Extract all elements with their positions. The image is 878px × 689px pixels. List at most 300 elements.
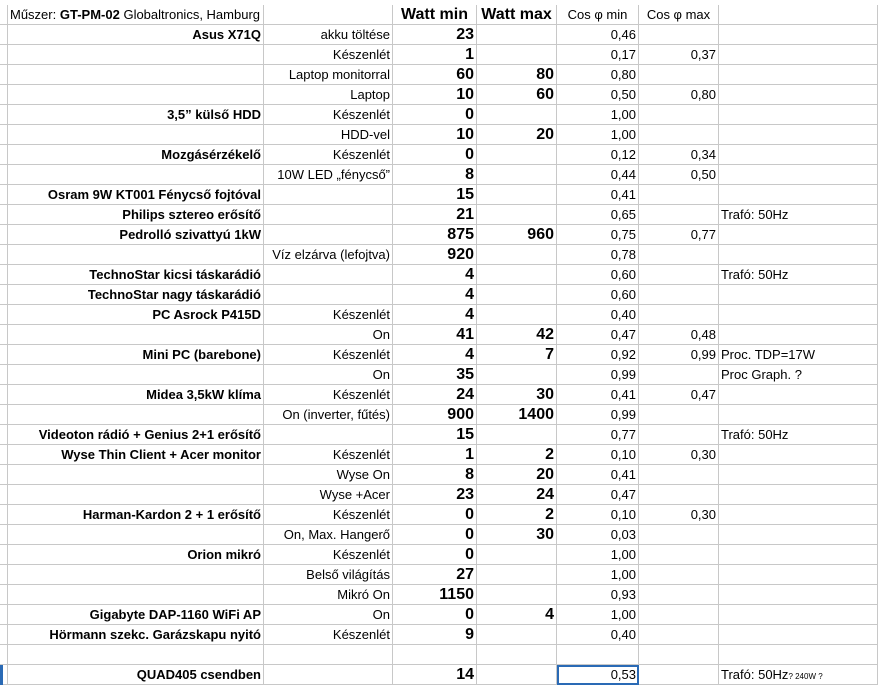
- mode-cell[interactable]: [264, 205, 393, 225]
- note-cell[interactable]: [719, 565, 878, 585]
- table-row: [0, 65, 878, 85]
- watt-min-cell-text: 41: [456, 326, 474, 343]
- watt-min-cell[interactable]: [393, 165, 477, 185]
- cos-max-cell[interactable]: [639, 645, 719, 665]
- device-cell[interactable]: [8, 505, 264, 525]
- table-row: [0, 265, 878, 285]
- mode-cell[interactable]: [264, 525, 393, 545]
- cos-min-cell[interactable]: [557, 605, 639, 625]
- cos-min-cell[interactable]: [557, 625, 639, 645]
- cos-min-cell-text: 0,47: [610, 327, 636, 342]
- cos-min-cell[interactable]: [557, 45, 639, 65]
- cos-min-cell[interactable]: [557, 165, 639, 185]
- cos-min-cell[interactable]: [557, 405, 639, 425]
- watt-max-cell[interactable]: [477, 565, 557, 585]
- device-cell[interactable]: [8, 265, 264, 285]
- watt-min-cell[interactable]: [393, 365, 477, 385]
- cell[interactable]: [0, 205, 8, 225]
- cell[interactable]: [0, 405, 8, 425]
- mode-cell[interactable]: [264, 665, 393, 685]
- cos-max-cell[interactable]: [639, 105, 719, 125]
- device-cell[interactable]: [8, 185, 264, 205]
- cos-min-cell[interactable]: [557, 585, 639, 605]
- mode-cell[interactable]: [264, 305, 393, 325]
- cell[interactable]: [0, 385, 8, 405]
- cos-max-cell[interactable]: [639, 525, 719, 545]
- watt-max-cell[interactable]: [477, 45, 557, 65]
- watt-max-cell[interactable]: [477, 145, 557, 165]
- cell[interactable]: [0, 445, 8, 465]
- cos-max-cell[interactable]: [639, 225, 719, 245]
- cell[interactable]: [0, 165, 8, 185]
- note-cell[interactable]: [719, 605, 878, 625]
- cos-max-cell[interactable]: [639, 265, 719, 285]
- device-cell[interactable]: [8, 365, 264, 385]
- cos-min-cell[interactable]: [557, 25, 639, 45]
- mode-cell[interactable]: [264, 105, 393, 125]
- cos-max-cell[interactable]: [639, 25, 719, 45]
- watt-max-cell[interactable]: [477, 125, 557, 145]
- device-cell-text: Hörmann szekc. Garázskapu nyitó: [49, 627, 261, 642]
- watt-min-cell-text: 24: [456, 386, 474, 403]
- watt-max-cell[interactable]: [477, 165, 557, 185]
- cos-max-cell[interactable]: [639, 405, 719, 425]
- watt-max-cell[interactable]: [477, 545, 557, 565]
- cos-min-cell[interactable]: [557, 525, 639, 545]
- mode-cell[interactable]: [264, 265, 393, 285]
- watt-min-cell[interactable]: [393, 145, 477, 165]
- watt-max-cell[interactable]: [477, 445, 557, 465]
- header-cos-max[interactable]: Cos φ max: [639, 5, 719, 25]
- watt-min-cell[interactable]: [393, 585, 477, 605]
- note-cell[interactable]: [719, 105, 878, 125]
- watt-max-cell[interactable]: [477, 645, 557, 665]
- cos-min-cell[interactable]: [557, 205, 639, 225]
- watt-min-cell[interactable]: [393, 105, 477, 125]
- cell[interactable]: [0, 545, 8, 565]
- note-cell[interactable]: [719, 365, 878, 385]
- cos-max-cell[interactable]: [639, 445, 719, 465]
- watt-min-cell[interactable]: [393, 125, 477, 145]
- watt-min-cell[interactable]: [393, 605, 477, 625]
- note-cell[interactable]: [719, 245, 878, 265]
- mode-cell[interactable]: [264, 325, 393, 345]
- cell[interactable]: [0, 65, 8, 85]
- cos-min-cell-text: 0,99: [610, 367, 636, 382]
- device-cell[interactable]: [8, 325, 264, 345]
- note-cell[interactable]: [719, 25, 878, 45]
- cos-max-cell[interactable]: [639, 385, 719, 405]
- watt-max-cell[interactable]: [477, 425, 557, 445]
- cell[interactable]: [0, 5, 8, 25]
- cell[interactable]: [264, 5, 393, 25]
- note-cell[interactable]: [719, 645, 878, 665]
- watt-min-cell[interactable]: [393, 245, 477, 265]
- watt-max-cell[interactable]: [477, 345, 557, 365]
- mode-cell[interactable]: [264, 245, 393, 265]
- note-cell[interactable]: [719, 625, 878, 645]
- device-cell[interactable]: [8, 525, 264, 545]
- device-cell[interactable]: [8, 545, 264, 565]
- cos-max-cell[interactable]: [639, 545, 719, 565]
- note-cell[interactable]: [719, 305, 878, 325]
- note-cell[interactable]: [719, 325, 878, 345]
- cell[interactable]: [0, 265, 8, 285]
- cos-max-cell[interactable]: [639, 125, 719, 145]
- cos-min-cell-text: 0,40: [610, 307, 636, 322]
- cos-max-cell[interactable]: [639, 625, 719, 645]
- watt-max-cell[interactable]: [477, 405, 557, 425]
- cell[interactable]: [0, 505, 8, 525]
- watt-min-cell[interactable]: [393, 425, 477, 445]
- mode-cell-text: Készenlét: [332, 147, 390, 162]
- watt-max-cell[interactable]: [477, 205, 557, 225]
- watt-max-cell[interactable]: [477, 185, 557, 205]
- cos-min-cell[interactable]: [557, 225, 639, 245]
- header-cos-min[interactable]: Cos φ min: [557, 5, 639, 25]
- mode-cell[interactable]: [264, 125, 393, 145]
- cos-min-cell-text: 0,65: [610, 207, 636, 222]
- watt-min-cell[interactable]: [393, 185, 477, 205]
- watt-min-cell[interactable]: [393, 25, 477, 45]
- cos-max-cell[interactable]: [639, 665, 719, 685]
- cos-max-cell[interactable]: [639, 85, 719, 105]
- cell[interactable]: [0, 225, 8, 245]
- device-cell[interactable]: [8, 165, 264, 185]
- watt-min-cell[interactable]: [393, 305, 477, 325]
- watt-max-cell[interactable]: [477, 225, 557, 245]
- cos-min-cell[interactable]: [557, 465, 639, 485]
- cos-min-cell[interactable]: [557, 105, 639, 125]
- watt-max-cell[interactable]: [477, 505, 557, 525]
- cos-min-cell[interactable]: [557, 365, 639, 385]
- device-cell[interactable]: [8, 225, 264, 245]
- watt-min-cell[interactable]: [393, 445, 477, 465]
- device-cell[interactable]: [8, 45, 264, 65]
- watt-min-cell[interactable]: [393, 65, 477, 85]
- note-cell[interactable]: [719, 665, 878, 685]
- cos-max-cell[interactable]: [639, 45, 719, 65]
- mode-cell[interactable]: [264, 645, 393, 665]
- note-cell[interactable]: [719, 405, 878, 425]
- instrument-cell[interactable]: [8, 5, 264, 25]
- cos-min-cell[interactable]: [557, 65, 639, 85]
- cos-min-cell[interactable]: [557, 325, 639, 345]
- device-cell[interactable]: [8, 465, 264, 485]
- cos-min-cell[interactable]: [557, 285, 639, 305]
- watt-min-cell[interactable]: [393, 645, 477, 665]
- watt-max-cell-text: 24: [536, 486, 554, 503]
- watt-min-cell[interactable]: [393, 85, 477, 105]
- device-cell[interactable]: [8, 145, 264, 165]
- cos-max-cell[interactable]: [639, 605, 719, 625]
- cos-max-cell[interactable]: [639, 345, 719, 365]
- mode-cell[interactable]: [264, 545, 393, 565]
- mode-cell[interactable]: [264, 285, 393, 305]
- watt-max-cell[interactable]: [477, 105, 557, 125]
- mode-cell[interactable]: [264, 425, 393, 445]
- watt-min-cell-text: 10: [456, 86, 474, 103]
- cos-min-cell-text: 1,00: [610, 547, 636, 562]
- device-cell[interactable]: [8, 445, 264, 465]
- watt-max-cell[interactable]: [477, 245, 557, 265]
- watt-max-cell[interactable]: [477, 485, 557, 505]
- cos-min-cell-text: 1,00: [610, 607, 636, 622]
- note-cell[interactable]: [719, 225, 878, 245]
- cell[interactable]: [0, 185, 8, 205]
- watt-max-cell[interactable]: [477, 305, 557, 325]
- mode-cell[interactable]: [264, 585, 393, 605]
- active-row-marker: [0, 665, 3, 685]
- watt-max-cell[interactable]: [477, 365, 557, 385]
- mode-cell-text: Laptop: [350, 87, 390, 102]
- note-cell[interactable]: [719, 525, 878, 545]
- watt-min-cell[interactable]: [393, 225, 477, 245]
- device-cell[interactable]: [8, 345, 264, 365]
- watt-min-cell[interactable]: [393, 405, 477, 425]
- mode-cell[interactable]: [264, 185, 393, 205]
- cos-max-cell[interactable]: [639, 305, 719, 325]
- watt-min-cell[interactable]: [393, 205, 477, 225]
- watt-max-cell[interactable]: [477, 465, 557, 485]
- device-cell[interactable]: [8, 585, 264, 605]
- device-cell[interactable]: [8, 125, 264, 145]
- note-cell[interactable]: [719, 265, 878, 285]
- note-cell[interactable]: [719, 585, 878, 605]
- note-cell[interactable]: [719, 385, 878, 405]
- cell[interactable]: [0, 325, 8, 345]
- cell[interactable]: [0, 25, 8, 45]
- cos-max-cell[interactable]: [639, 185, 719, 205]
- device-cell[interactable]: [8, 625, 264, 645]
- cell[interactable]: [0, 85, 8, 105]
- cell[interactable]: [0, 525, 8, 545]
- cell[interactable]: [0, 345, 8, 365]
- cos-max-cell[interactable]: [639, 505, 719, 525]
- watt-max-cell[interactable]: [477, 605, 557, 625]
- device-cell[interactable]: [8, 385, 264, 405]
- cos-max-cell[interactable]: [639, 325, 719, 345]
- watt-min-cell-text: 8: [465, 166, 474, 183]
- note-cell[interactable]: [719, 145, 878, 165]
- cos-min-cell[interactable]: [557, 245, 639, 265]
- device-cell[interactable]: [8, 305, 264, 325]
- cell[interactable]: [0, 465, 8, 485]
- note-cell[interactable]: [719, 205, 878, 225]
- note-cell[interactable]: [719, 545, 878, 565]
- device-cell[interactable]: [8, 425, 264, 445]
- watt-min-cell[interactable]: [393, 385, 477, 405]
- mode-cell[interactable]: [264, 505, 393, 525]
- device-cell[interactable]: [8, 605, 264, 625]
- cos-max-cell[interactable]: [639, 465, 719, 485]
- device-cell[interactable]: [8, 565, 264, 585]
- mode-cell[interactable]: [264, 45, 393, 65]
- mode-cell[interactable]: [264, 405, 393, 425]
- mode-cell[interactable]: [264, 465, 393, 485]
- mode-cell[interactable]: [264, 165, 393, 185]
- cos-max-cell-text: 0,50: [690, 167, 716, 182]
- cos-max-cell[interactable]: [639, 205, 719, 225]
- device-cell-text: Videoton rádió + Genius 2+1 erősítő: [38, 427, 261, 442]
- header-watt-max[interactable]: Watt max: [477, 5, 557, 25]
- cell[interactable]: [0, 605, 8, 625]
- cell[interactable]: [0, 305, 8, 325]
- watt-min-cell[interactable]: [393, 545, 477, 565]
- cos-min-cell[interactable]: [557, 545, 639, 565]
- cos-min-cell[interactable]: [557, 145, 639, 165]
- note-cell[interactable]: [719, 485, 878, 505]
- mode-cell[interactable]: [264, 605, 393, 625]
- cell[interactable]: [0, 245, 8, 265]
- mode-cell-text: On (inverter, fűtés): [282, 407, 390, 422]
- device-cell[interactable]: [8, 645, 264, 665]
- cos-min-cell[interactable]: [557, 345, 639, 365]
- device-cell[interactable]: [8, 405, 264, 425]
- cos-max-cell-text: 0,37: [690, 47, 716, 62]
- selected-cell[interactable]: [557, 665, 639, 685]
- watt-min-cell[interactable]: [393, 345, 477, 365]
- watt-min-cell[interactable]: [393, 625, 477, 645]
- table-row: [0, 85, 878, 105]
- cos-max-cell[interactable]: [639, 165, 719, 185]
- cos-min-cell[interactable]: [557, 85, 639, 105]
- device-cell[interactable]: [8, 25, 264, 45]
- mode-cell[interactable]: [264, 445, 393, 465]
- header-watt-min[interactable]: Watt min: [393, 5, 477, 25]
- watt-max-cell[interactable]: [477, 65, 557, 85]
- cos-min-cell[interactable]: [557, 565, 639, 585]
- table-row: [0, 205, 878, 225]
- watt-max-cell[interactable]: [477, 285, 557, 305]
- cell[interactable]: [0, 425, 8, 445]
- cos-min-cell[interactable]: [557, 645, 639, 665]
- mode-cell[interactable]: [264, 225, 393, 245]
- cell[interactable]: [0, 125, 8, 145]
- cell[interactable]: [0, 285, 8, 305]
- cell[interactable]: [0, 145, 8, 165]
- watt-max-cell[interactable]: [477, 525, 557, 545]
- mode-cell[interactable]: [264, 85, 393, 105]
- note-cell[interactable]: [719, 345, 878, 365]
- mode-cell[interactable]: [264, 385, 393, 405]
- cell[interactable]: [0, 645, 8, 665]
- watt-min-cell[interactable]: [393, 665, 477, 685]
- device-cell[interactable]: [8, 665, 264, 685]
- cos-max-cell[interactable]: [639, 65, 719, 85]
- watt-min-cell[interactable]: [393, 265, 477, 285]
- watt-min-cell[interactable]: [393, 485, 477, 505]
- device-cell[interactable]: [8, 285, 264, 305]
- note-cell[interactable]: [719, 285, 878, 305]
- mode-cell[interactable]: [264, 565, 393, 585]
- watt-min-cell[interactable]: [393, 285, 477, 305]
- cos-min-cell[interactable]: [557, 385, 639, 405]
- cell[interactable]: [0, 105, 8, 125]
- cell[interactable]: [0, 565, 8, 585]
- mode-cell[interactable]: [264, 65, 393, 85]
- note-cell[interactable]: [719, 445, 878, 465]
- watt-max-cell[interactable]: [477, 385, 557, 405]
- note-cell[interactable]: [719, 165, 878, 185]
- note-cell[interactable]: [719, 45, 878, 65]
- mode-cell[interactable]: [264, 145, 393, 165]
- cos-min-cell[interactable]: [557, 185, 639, 205]
- watt-max-cell[interactable]: [477, 265, 557, 285]
- mode-cell[interactable]: [264, 345, 393, 365]
- watt-min-cell[interactable]: [393, 465, 477, 485]
- cos-max-cell[interactable]: [639, 145, 719, 165]
- mode-cell[interactable]: [264, 365, 393, 385]
- cell[interactable]: [719, 5, 878, 25]
- device-cell[interactable]: [8, 65, 264, 85]
- note-cell[interactable]: [719, 505, 878, 525]
- note-cell[interactable]: [719, 85, 878, 105]
- watt-min-cell[interactable]: [393, 565, 477, 585]
- watt-min-cell[interactable]: [393, 525, 477, 545]
- cos-min-cell-text: 0,50: [610, 87, 636, 102]
- watt-max-cell[interactable]: [477, 85, 557, 105]
- watt-max-cell-text: 4: [545, 606, 554, 623]
- mode-cell[interactable]: [264, 625, 393, 645]
- note-cell[interactable]: [719, 465, 878, 485]
- cos-min-cell[interactable]: [557, 265, 639, 285]
- watt-max-cell[interactable]: [477, 585, 557, 605]
- cos-min-cell-text: 0,80: [610, 67, 636, 82]
- device-cell[interactable]: [8, 245, 264, 265]
- cos-max-cell[interactable]: [639, 285, 719, 305]
- cell[interactable]: [0, 365, 8, 385]
- watt-max-cell[interactable]: [477, 665, 557, 685]
- device-cell[interactable]: [8, 205, 264, 225]
- cos-max-cell[interactable]: [639, 365, 719, 385]
- mode-cell[interactable]: [264, 485, 393, 505]
- cos-max-cell[interactable]: [639, 485, 719, 505]
- cos-max-cell[interactable]: [639, 565, 719, 585]
- cos-min-cell[interactable]: [557, 125, 639, 145]
- cos-max-cell[interactable]: [639, 585, 719, 605]
- cos-min-cell[interactable]: [557, 445, 639, 465]
- note-cell[interactable]: [719, 125, 878, 145]
- watt-min-cell-text: 920: [447, 246, 474, 263]
- watt-max-cell[interactable]: [477, 625, 557, 645]
- cell[interactable]: [0, 585, 8, 605]
- cos-min-cell[interactable]: [557, 505, 639, 525]
- cell[interactable]: [0, 45, 8, 65]
- cos-min-cell[interactable]: [557, 305, 639, 325]
- cos-max-cell[interactable]: [639, 245, 719, 265]
- cell[interactable]: [0, 485, 8, 505]
- mode-cell[interactable]: [264, 25, 393, 45]
- watt-max-cell[interactable]: [477, 325, 557, 345]
- note-cell[interactable]: [719, 425, 878, 445]
- note-cell[interactable]: [719, 185, 878, 205]
- device-cell[interactable]: [8, 485, 264, 505]
- cos-min-cell[interactable]: [557, 425, 639, 445]
- watt-min-cell[interactable]: [393, 45, 477, 65]
- device-cell[interactable]: [8, 105, 264, 125]
- cos-max-cell[interactable]: [639, 425, 719, 445]
- device-cell[interactable]: [8, 85, 264, 105]
- watt-min-cell[interactable]: [393, 505, 477, 525]
- cos-min-cell[interactable]: [557, 485, 639, 505]
- watt-max-cell[interactable]: [477, 25, 557, 45]
- cell[interactable]: [0, 625, 8, 645]
- note-cell[interactable]: [719, 65, 878, 85]
- table-row: [0, 105, 878, 125]
- watt-min-cell[interactable]: [393, 325, 477, 345]
- instrument-maker: Globaltronics, Hamburg: [123, 7, 261, 22]
